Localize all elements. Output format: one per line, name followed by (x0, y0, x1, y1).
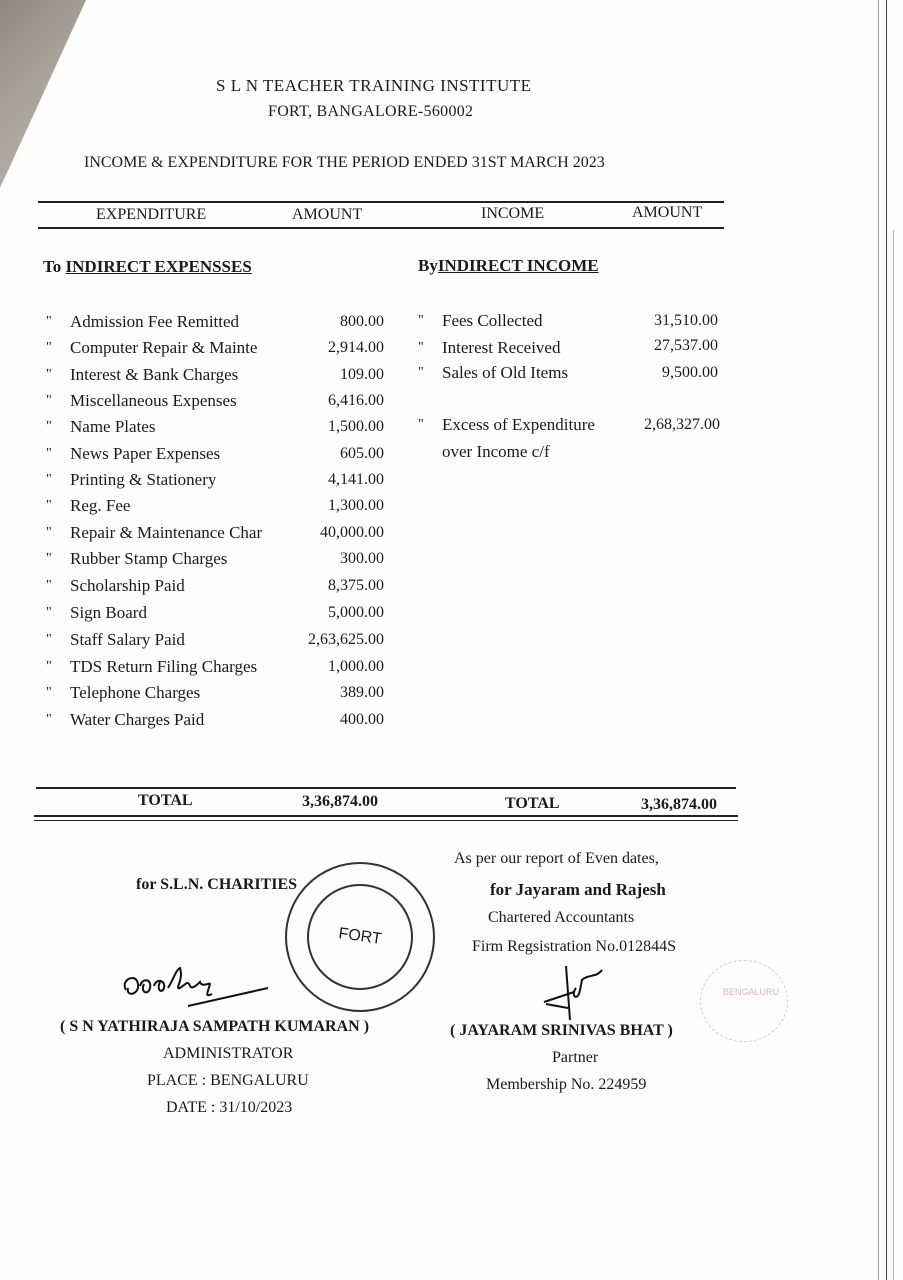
ditto-mark: " (46, 498, 52, 513)
ditto-mark: " (46, 419, 52, 434)
firm-registration: Firm Regsistration No.012844S (472, 938, 677, 955)
expenditure-amount: 2,914.00 (328, 339, 384, 356)
col-header-expenditure-amount: AMOUNT (292, 206, 363, 223)
administrator-name: ( S N YATHIRAJA SAMPATH KUMARAN ) (60, 1018, 370, 1035)
expenditure-row (46, 707, 204, 733)
expenditure-row (46, 600, 147, 626)
expenditure-amount: 8,375.00 (328, 577, 384, 594)
expenditure-row (46, 654, 257, 680)
expenditure-label: Interest & Bank Charges (70, 365, 239, 384)
expenditure-amount: 109.00 (340, 366, 384, 383)
page-edge-line (878, 0, 879, 1280)
expenditure-row (46, 441, 220, 467)
administrator-signature-icon (118, 960, 278, 1010)
expenditure-amount: 1,300.00 (328, 497, 384, 514)
partner-name: ( JAYARAM SRINIVAS BHAT ) (450, 1022, 673, 1039)
expenditure-section-title: INDIRECT EXPENSSES (65, 257, 252, 276)
income-label: Interest Received (442, 338, 561, 357)
ditto-mark: " (418, 417, 424, 432)
ditto-mark: " (46, 578, 52, 593)
total-double-rule-2 (34, 820, 738, 821)
expenditure-row (46, 467, 216, 493)
income-total-label: TOTAL (505, 795, 560, 812)
page-edge-line (893, 230, 894, 1280)
total-double-rule-1 (34, 815, 738, 817)
income-label-continued: over Income c/f (442, 442, 550, 461)
ditto-mark: " (46, 551, 52, 566)
expenditure-row (46, 335, 257, 361)
income-row (418, 412, 595, 438)
expenditure-row (46, 362, 238, 388)
expenditure-amount: 5,000.00 (328, 604, 384, 621)
ditto-mark: " (46, 525, 52, 540)
expenditure-total-label: TOTAL (138, 792, 193, 809)
for-sln-charities: for S.L.N. CHARITIES (136, 876, 298, 893)
expenditure-label: Water Charges Paid (70, 710, 205, 729)
ditto-mark: " (418, 313, 424, 328)
expenditure-amount: 800.00 (340, 313, 384, 330)
income-section-heading (418, 256, 599, 276)
ditto-mark: " (46, 446, 52, 461)
expenditure-label: Name Plates (70, 417, 156, 436)
expenditure-amount: 1,000.00 (328, 658, 384, 675)
auditor-faint-stamp: BENGALURU (700, 960, 788, 1042)
income-amount: 31,510.00 (654, 312, 718, 329)
expenditure-label: Rubber Stamp Charges (70, 549, 228, 568)
page-edge-line (886, 0, 887, 1280)
ditto-mark: " (46, 314, 52, 329)
income-row (418, 308, 543, 334)
ditto-mark: " (46, 712, 52, 727)
ditto-mark: " (418, 340, 424, 355)
expenditure-amount: 400.00 (340, 711, 384, 728)
report-reference: As per our report of Even dates, (454, 850, 659, 867)
col-header-expenditure: EXPENDITURE (96, 206, 207, 223)
expenditure-label: Telephone Charges (70, 683, 201, 702)
administrator-designation: ADMINISTRATOR (163, 1045, 294, 1062)
signing-place: PLACE : BENGALURU (147, 1072, 309, 1089)
expenditure-label: Miscellaneous Expenses (70, 391, 237, 410)
expenditure-row (46, 414, 155, 440)
expenditure-amount: 605.00 (340, 445, 384, 462)
ditto-mark: " (46, 393, 52, 408)
membership-number: Membership No. 224959 (486, 1076, 647, 1093)
expenditure-row (46, 573, 185, 599)
expenditure-total-amount: 3,36,874.00 (302, 793, 378, 810)
auditor-firm-type: Chartered Accountants (488, 909, 635, 926)
institute-address: FORT, BANGALORE-560002 (268, 103, 474, 120)
income-amount: 27,537.00 (654, 337, 718, 354)
partner-designation: Partner (552, 1049, 599, 1066)
stamp-center-text: FORT (337, 925, 383, 948)
income-amount: 9,500.00 (662, 364, 718, 381)
expenditure-label: Reg. Fee (70, 496, 131, 515)
income-prefix: By (418, 256, 438, 275)
ditto-mark: " (46, 472, 52, 487)
expenditure-row (46, 520, 262, 546)
auditor-firm: for Jayaram and Rajesh (490, 880, 666, 899)
expenditure-amount: 2,63,625.00 (308, 631, 384, 648)
income-label: Fees Collected (442, 311, 543, 330)
expenditure-prefix: To (43, 257, 62, 276)
expenditure-label: Scholarship Paid (70, 576, 185, 595)
expenditure-section-heading (43, 257, 252, 277)
expenditure-amount: 40,000.00 (320, 524, 384, 541)
expenditure-row (46, 680, 200, 706)
expenditure-label: Printing & Stationery (70, 470, 217, 489)
page-corner-shadow (0, 0, 90, 190)
expenditure-label: News Paper Expenses (70, 444, 221, 463)
ditto-mark: " (46, 632, 52, 647)
expenditure-amount: 4,141.00 (328, 471, 384, 488)
income-row (418, 335, 560, 361)
charities-round-stamp (285, 862, 435, 1012)
ditto-mark: " (46, 340, 52, 355)
statement-title: INCOME & EXPENDITURE FOR THE PERIOD ENDED 31ST MARCH 2023 (84, 154, 605, 171)
income-row (418, 360, 568, 386)
ditto-mark: " (46, 659, 52, 674)
expenditure-amount: 1,500.00 (328, 418, 384, 435)
expenditure-label: Computer Repair & Mainte (70, 338, 258, 357)
income-amount: 2,68,327.00 (644, 416, 720, 433)
ditto-mark: " (46, 685, 52, 700)
ditto-mark: " (418, 365, 424, 380)
income-section-title: INDIRECT INCOME (437, 256, 599, 275)
expenditure-amount: 6,416.00 (328, 392, 384, 409)
expenditure-row (46, 546, 227, 572)
expenditure-label: Staff Salary Paid (70, 630, 185, 649)
col-header-income: INCOME (481, 205, 545, 222)
ditto-mark: " (46, 367, 52, 382)
expenditure-row (46, 388, 237, 414)
total-top-rule (36, 787, 736, 789)
partner-signature-icon (540, 962, 610, 1022)
signing-date: DATE : 31/10/2023 (166, 1099, 293, 1116)
expenditure-amount: 389.00 (340, 684, 384, 701)
expenditure-label: Admission Fee Remitted (70, 312, 240, 331)
col-header-income-amount: AMOUNT (632, 204, 703, 221)
table-header-rule (38, 227, 724, 229)
expenditure-label: TDS Return Filing Charges (70, 657, 258, 676)
expenditure-row (46, 493, 130, 519)
expenditure-label: Sign Board (70, 603, 147, 622)
table-top-rule (38, 201, 724, 203)
income-label: Sales of Old Items (442, 363, 569, 382)
institute-name: S L N TEACHER TRAINING INSTITUTE (216, 76, 532, 95)
expenditure-row (46, 627, 185, 653)
income-label: Excess of Expenditure (442, 415, 595, 434)
expenditure-amount: 300.00 (340, 550, 384, 567)
expenditure-label: Repair & Maintenance Char (70, 523, 263, 542)
income-total-amount: 3,36,874.00 (641, 796, 717, 813)
expenditure-row (46, 309, 239, 335)
ditto-mark: " (46, 605, 52, 620)
